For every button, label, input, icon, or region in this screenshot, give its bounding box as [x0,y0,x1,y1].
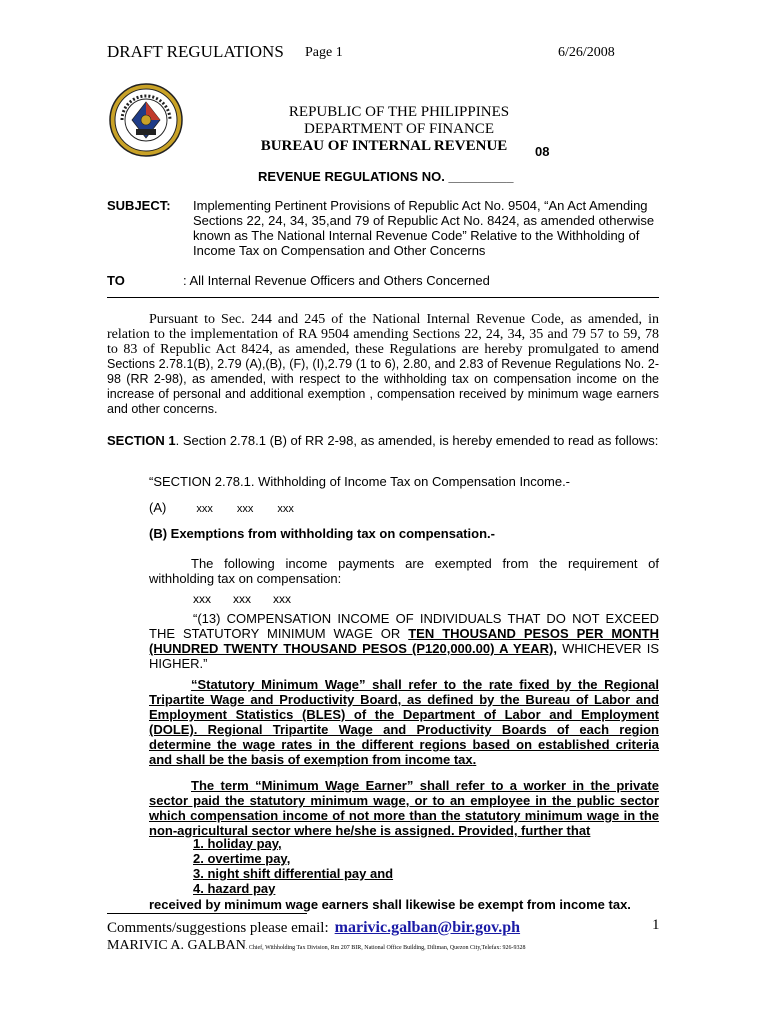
section1-label: SECTION 1 [107,433,176,448]
author-detail: . Chief, Withholding Tax Division, Rm 207 BIR, National Office Building, Diliman, Quezon City,Telefax: 926-9328 [245,945,526,951]
pay-item: 2. overtime pay, [193,851,291,866]
pay-item: 3. night shift differential pay and [193,866,394,881]
intro-serif-text: Pursuant to Sec. 244 and 245 of the National Internal Revenue Code, as amended, in relation to the implementation of RA 9504 amending Sections 22, 24, 34, 35 and 79 57 to 59, 78 to 83 of Republic Act 8424, as amended, these Regulations are hereby promulgated to [107,312,659,357]
divider [107,297,659,298]
minimum-wage-earner-paragraph [149,778,659,838]
item-b-heading: (B) Exemptions from withholding tax on compensation.- [149,526,495,541]
statutory-paragraph: “Statutory Minimum Wage” shall refer to the rate fixed by the Regional Tripartite Wage and Productivity Board, as defined by the Bureau of Labor and Employment Statistics (BLES) of the Department of Labor and Employment (DOLE). Regional Tripartite Wage and Productivity Boards of each region determine the wage rates in the different regions based on established criteria and shall be the basis of exemption from income tax. [149,677,659,767]
item13-paragraph [149,611,659,671]
footer-comments [107,919,520,937]
year-mark: 08 [535,144,550,159]
header-page: Page 1 [305,45,343,60]
to-label: TO [107,273,125,288]
section1-paragraph [107,433,659,448]
item-a-xxx-2: xxx [236,503,254,515]
quote-heading: “SECTION 2.78.1. Withholding of Income Tax on Compensation Income.- [149,474,571,489]
header-title: DRAFT REGULATIONS [107,42,284,61]
to-text: : All Internal Revenue Officers and Others Concerned [183,273,490,288]
email-link[interactable]: marivic.galban@bir.gov.ph [334,919,521,936]
comments-text: Comments/suggestions please email: [107,920,329,936]
xxx-line [193,592,313,606]
intro-paragraph [107,312,659,417]
item13-text-1: “(13) COMPENSATION INCOME OF INDIVIDUALS THAT DO NOT EXCEED THE STATUTORY MINIMUM WAGE OR [149,611,659,641]
pay-item: 4. hazard pay [193,881,276,896]
pay-list [193,836,393,896]
footer-divider [107,913,307,914]
item-a-label: (A) [149,500,167,515]
item-a-line [149,500,318,515]
xxx-1: xxx [193,592,211,606]
following-text: The following income payments are exempted from the requirement of withholding tax on compensation: [149,556,659,586]
following-paragraph [149,556,659,586]
page-number: 1 [652,917,660,933]
agency-department: DEPARTMENT OF FINANCE [304,121,494,137]
item13-bold-text: TEN THOUSAND PESOS PER MONTH (HUNDRED TWENTY THOUSAND PESOS (P120,000.00) A YEAR), [149,626,659,656]
subject-label: SUBJECT: [107,198,171,213]
xxx-2: xxx [233,592,251,606]
agency-bureau: BUREAU OF INTERNAL REVENUE [260,138,508,154]
regulation-title: REVENUE REGULATIONS NO. _________ [258,169,514,184]
agency-republic: REPUBLIC OF THE PHILIPPINES [288,104,510,120]
mwe-text: The term “Minimum Wage Earner” shall refer to a worker in the private sector paid the statutory minimum wage, or to an employee in the public sector which compensation income of not more than the statutory minimum wage in the non-agricultural sector where he/she is assigned. Provided, further that [149,778,659,838]
header-date: 6/26/2008 [558,45,615,60]
item-a-xxx-3: xxx [277,503,294,515]
item-a-xxx-1: xxx [196,503,213,515]
section1-text: . Section 2.78.1 (B) of RR 2-98, as amended, is hereby emended to read as follows: [175,433,659,448]
subject-text: Implementing Pertinent Provisions of Republic Act No. 9504, “An Act Amending Sections 22, 24, 34, 35,and 79 of Republic Act No. 8424, as amended otherwise known as The National Internal Revenue Code” Relative to the Withholding of Income Tax on Compensation and Other Concerns [193,198,655,258]
xxx-3: xxx [273,592,291,606]
intro-sans-text: amend Sections 2.78.1(B), 2.79 (A),(B), (F), (I),2.79 (1 to 6), 2.80, and 2.83 of Revenue Regulations No. 2-98 (RR 2-98), as amended, with respect to the withholding tax on compensation income on the increase of personal and additional exemption , compensation received by minimum wage earners and other concerns. [107,342,659,416]
pay-item: 1. holiday pay, [193,836,282,851]
item13-text-2: WHICHEVER IS HIGHER.” [149,641,659,671]
footer-author [107,938,526,954]
author-name: MARIVIC A. GALBAN [107,938,246,953]
received-text: received by minimum wage earners shall likewise be exempt from income tax. [149,897,631,912]
statutory-text: “Statutory Minimum Wage” shall refer to the rate fixed by the Regional Tripartite Wage and Productivity Board, as defined by the Bureau of Labor and Employment Statistics (BLES) of the Department of Labor and Employment (DOLE). Regional Tripartite Wage and Productivity Boards of each region determine the wage rates in the different regions based on established criteria and shall be the basis of exemption from income tax [149,677,659,767]
